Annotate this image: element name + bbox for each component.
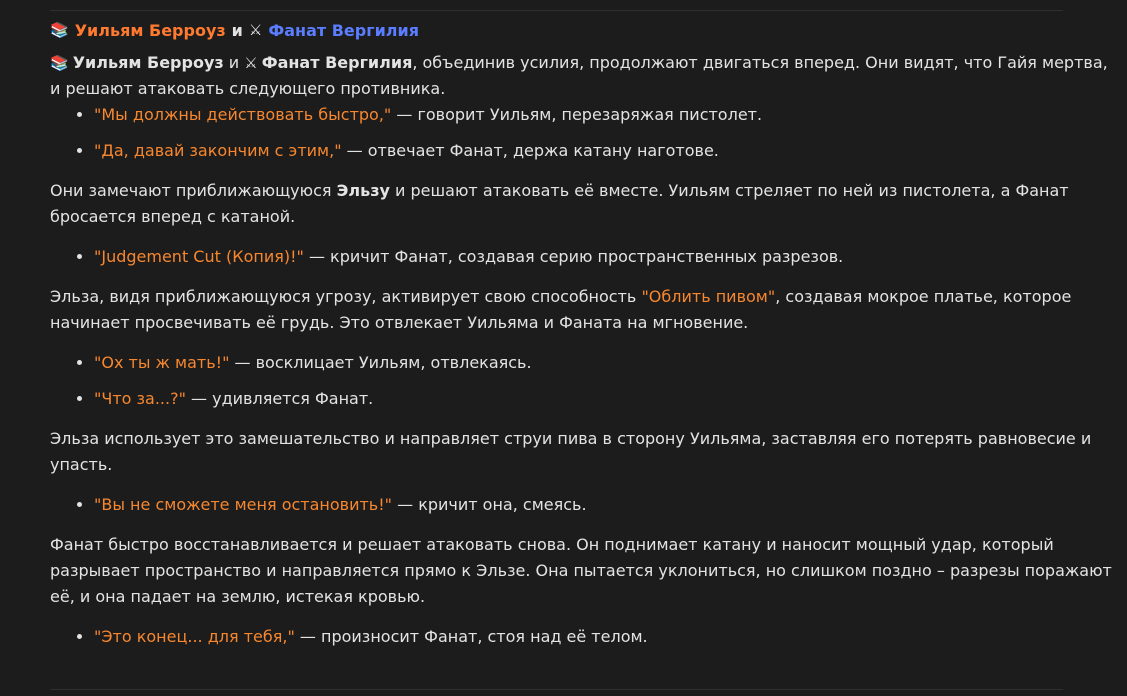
list-item bbox=[94, 138, 1120, 164]
quote-attribution: — удивляется Фанат. bbox=[185, 389, 374, 408]
intro-text: , объединив усилия, продолжают двигаться вперед. Они видят, что Гайя мертва, и решают атаковать следующего противника. bbox=[50, 53, 1108, 98]
author-name-fan[interactable]: Фанат Вергилия bbox=[268, 20, 419, 40]
quote: "Ох ты ж мать!" bbox=[94, 353, 230, 372]
dialogue-list-2 bbox=[50, 244, 1120, 270]
top-divider bbox=[50, 10, 1063, 11]
quote-attribution: — отвечает Фанат, держа катану наготове. bbox=[341, 141, 719, 160]
header-conjunction: и bbox=[231, 20, 243, 40]
list-item bbox=[94, 386, 1120, 412]
ability-name: "Облить пивом" bbox=[641, 287, 776, 306]
books-icon: 📚 bbox=[50, 20, 69, 39]
author-name-william[interactable]: Уильям Берроуз bbox=[74, 20, 226, 40]
paragraph-text: , создавая мокрое платье, которое начинает просвечивать её грудь. Это отвлекает Уильяма и Фаната на мгновение. bbox=[50, 287, 1072, 332]
dialogue-list-5 bbox=[50, 624, 1120, 650]
paragraph-text: и решают атаковать её вместе. Уильям стреляет по ней из пистолета, а Фанат бросается вперед с катаной. bbox=[50, 181, 1069, 226]
crossed-swords-icon: ⚔ bbox=[248, 20, 263, 39]
list-item bbox=[94, 244, 1120, 270]
quote: "Что за...?" bbox=[94, 389, 186, 408]
paragraph-4: Эльза использует это замешательство и направляет струи пива в сторону Уильяма, заставляя его потерять равновесие и упасть. bbox=[50, 429, 1092, 474]
paragraph-5: Фанат быстро восстанавливается и решает атаковать снова. Он поднимает катану и наносит мощный удар, который разрывает пространство и направляется прямо к Эльзе. Она пытается уклониться, но слишком поздно – разрезы поражают её, и она падает на землю, истекая кровью. bbox=[50, 535, 1112, 606]
paragraph-intro bbox=[50, 50, 1120, 102]
dialogue-list-3 bbox=[50, 350, 1120, 412]
intro-name-william: Уильям Берроуз bbox=[72, 53, 224, 72]
quote-attribution: — произносит Фанат, стоя над её телом. bbox=[294, 627, 648, 646]
list-item bbox=[94, 624, 1120, 650]
crossed-swords-icon: ⚔ bbox=[244, 54, 258, 72]
quote-attribution: — кричит она, смеясь. bbox=[392, 495, 587, 514]
dialogue-list-4 bbox=[50, 492, 1120, 518]
quote-attribution: — восклицает Уильям, отвлекаясь. bbox=[229, 353, 532, 372]
name-elsa: Эльзу bbox=[336, 181, 390, 200]
quote: "Да, давай закончим с этим," bbox=[94, 141, 342, 160]
list-item bbox=[94, 350, 1120, 376]
quote: "Judgement Cut (Копия)!" bbox=[94, 247, 304, 266]
message-header bbox=[50, 16, 1120, 44]
quote: "Вы не сможете меня остановить!" bbox=[94, 495, 393, 514]
list-item bbox=[94, 102, 1120, 128]
paragraph-2 bbox=[50, 178, 1120, 230]
quote-attribution: — кричит Фанат, создавая серию пространственных разрезов. bbox=[303, 247, 844, 266]
list-item bbox=[94, 492, 1120, 518]
quote: "Это конец... для тебя," bbox=[94, 627, 295, 646]
dialogue-list-1 bbox=[50, 102, 1120, 164]
intro-name-fan: Фанат Вергилия bbox=[261, 53, 413, 72]
books-icon: 📚 bbox=[50, 54, 69, 72]
paragraph-3 bbox=[50, 284, 1120, 336]
intro-conjunction: и bbox=[223, 53, 245, 72]
quote: "Мы должны действовать быстро," bbox=[94, 105, 392, 124]
paragraph-text: Они замечают приближающуюся bbox=[50, 181, 337, 200]
paragraph-text: Эльза, видя приближающуюся угрозу, активирует свою способность bbox=[50, 287, 642, 306]
message-content bbox=[50, 16, 1120, 664]
quote-attribution: — говорит Уильям, перезаряжая пистолет. bbox=[391, 105, 763, 124]
bottom-divider bbox=[50, 689, 1063, 690]
